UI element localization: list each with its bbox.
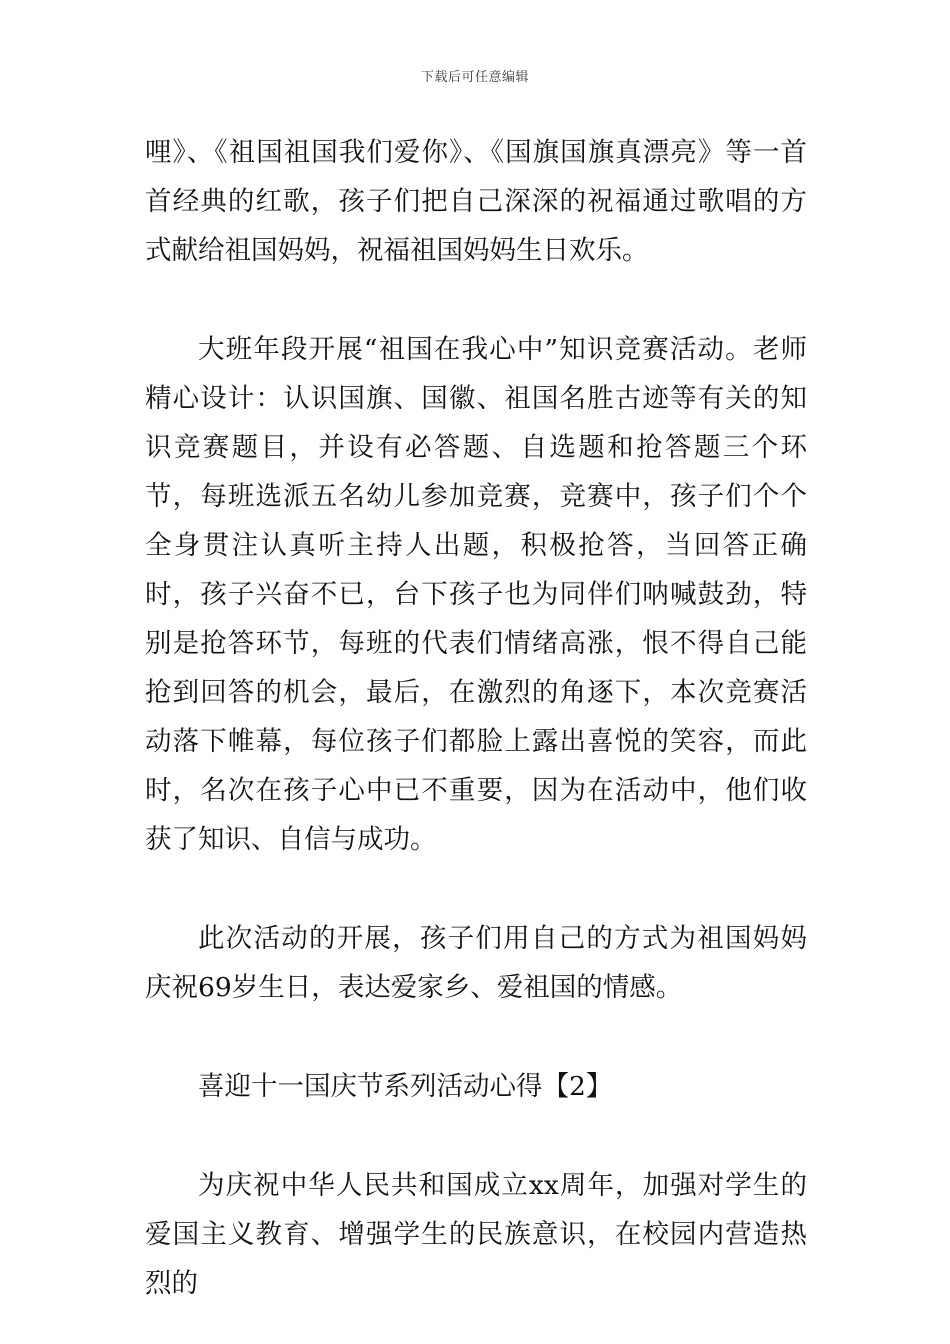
section-heading: 喜迎十一国庆节系列活动心得【2】 (198, 1071, 613, 1102)
paragraph-continued-songs: 哩》、《祖国祖国我们爱你》、《国旗国旗真漂亮》等一首首经典的红歌，孩子们把自己深深的祝福通过歌唱的方式献给祖国妈妈，祝福祖国妈妈生日欢乐。 (145, 137, 807, 266)
document-body (145, 128, 807, 1308)
paragraph-knowledge-contest: 大班年段开展“祖国在我心中”知识竞赛活动。老师精心设计：认识国旗、国徽、祖国名胜古迹等有关的知识竞赛题目，并设有必答题、自选题和抢答题三个环节，每班选派五名幼儿参加竞赛，竞赛中，孩子们个个全身贯注认真听主持人出题，积极抢答，当回答正确时，孩子兴奋不已，台下孩子也为同伴们呐喊鼓劲，特别是抢答环节，每班的代表们情绪高涨，恨不得自己能抢到回答的机会，最后，在激烈的角逐下，本次竞赛活动落下帷幕，每位孩子们都脸上露出喜悦的笑容，而此时，名次在孩子心中已不重要，因为在活动中，他们收获了知识、自信与成功。 (145, 334, 807, 855)
page-header-note: 下载后可任意编辑 (420, 70, 529, 85)
paragraph-celebration-intro: 为庆祝中华人民共和国成立xx周年，加强对学生的爱国主义教育、增强学生的民族意识，在校园内营造热烈的 (145, 1170, 807, 1299)
paragraph-activity-summary: 此次活动的开展，孩子们用自己的方式为祖国妈妈庆祝69岁生日，表达爱家乡、爱祖国的情感。 (145, 923, 807, 1003)
